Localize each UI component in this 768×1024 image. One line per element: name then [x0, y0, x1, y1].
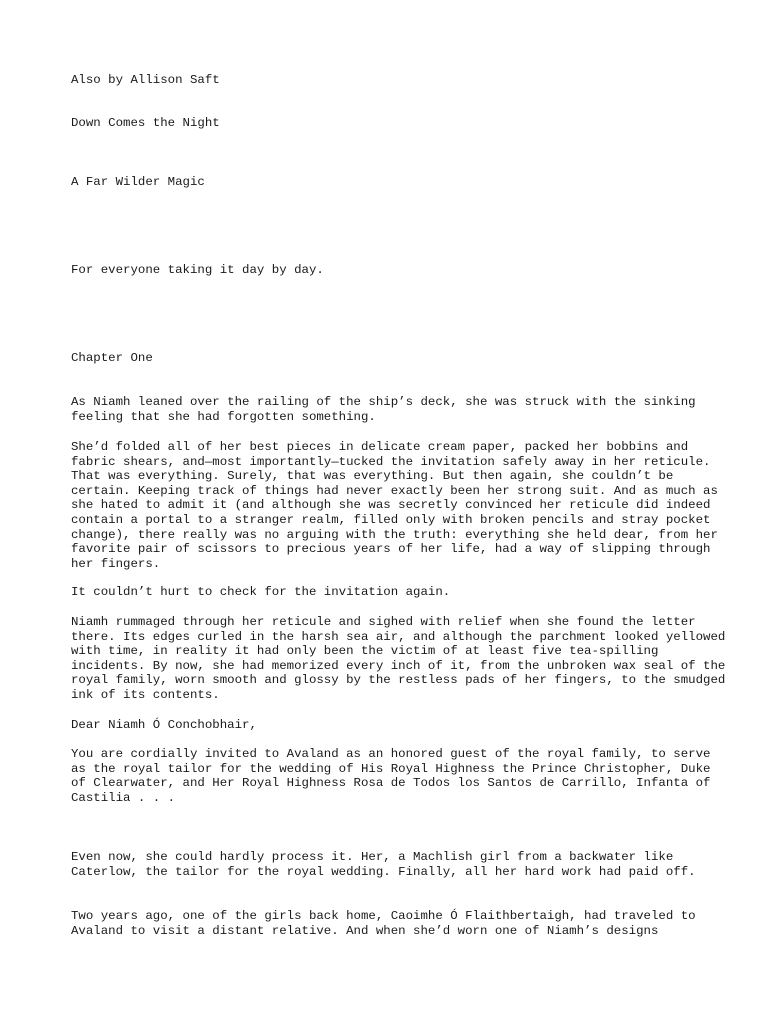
letter-body: You are cordially invited to Avaland as an honored guest of the royal family, to serve as the royal tailor for the wedding of His Royal Highness the Prince Christopher, Duke of Clearwater, and Her Royal Highness Rosa de Todos los Santos de Carrillo, Infanta of Castilia . . .: [71, 747, 711, 805]
book-title-2: A Far Wilder Magic: [71, 175, 205, 189]
letter-salutation: Dear Niamh Ó Conchobhair,: [71, 718, 257, 732]
paragraph-1: As Niamh leaned over the railing of the ship’s deck, she was struck with the sinking feeling that she had forgotten something.: [71, 395, 696, 424]
chapter-title: Chapter One: [71, 351, 153, 365]
paragraph-4: Niamh rummaged through her reticule and sighed with relief when she found the letter there. Its edges curled in the harsh sea air, and although the parchment looked yellowed with time, in reality it had only been the victim of at least five tea-spilling incidents. By now, she had memorized every inch of it, from the unbroken wax seal of the royal family, worn smooth and glossy by the restless pads of her fingers, to the smudged ink of its contents.: [71, 615, 726, 702]
paragraph-6: Two years ago, one of the girls back home, Caoimhe Ó Flaithbertaigh, had traveled to Avaland to visit a distant relative. And when she’d worn one of Niamh’s designs: [71, 909, 696, 938]
paragraph-5: Even now, she could hardly process it. Her, a Machlish girl from a backwater like Caterlow, the tailor for the royal wedding. Finally, all her hard work had paid off.: [71, 850, 696, 879]
also-by-heading: Also by Allison Saft: [71, 73, 220, 87]
dedication: For everyone taking it day by day.: [71, 263, 324, 277]
paragraph-2: She’d folded all of her best pieces in delicate cream paper, packed her bobbins and fabric shears, and—most importantly—tucked the invitation safely away in her reticule. That was everything. Surely, that was everything. But then again, she couldn’t be certain. Keeping track of things had never exactly been her strong suit. And as much as she hated to admit it (and although she was secretly convinced her reticule did indeed contain a portal to a stranger realm, filled only with broken pencils and stray pocket change), there really was no arguing with the truth: everything she held dear, from her favorite pair of scissors to precious years of her life, had a way of slipping through her fingers.: [71, 440, 718, 571]
paragraph-3: It couldn’t hurt to check for the invitation again.: [71, 585, 451, 599]
book-title-1: Down Comes the Night: [71, 116, 220, 130]
